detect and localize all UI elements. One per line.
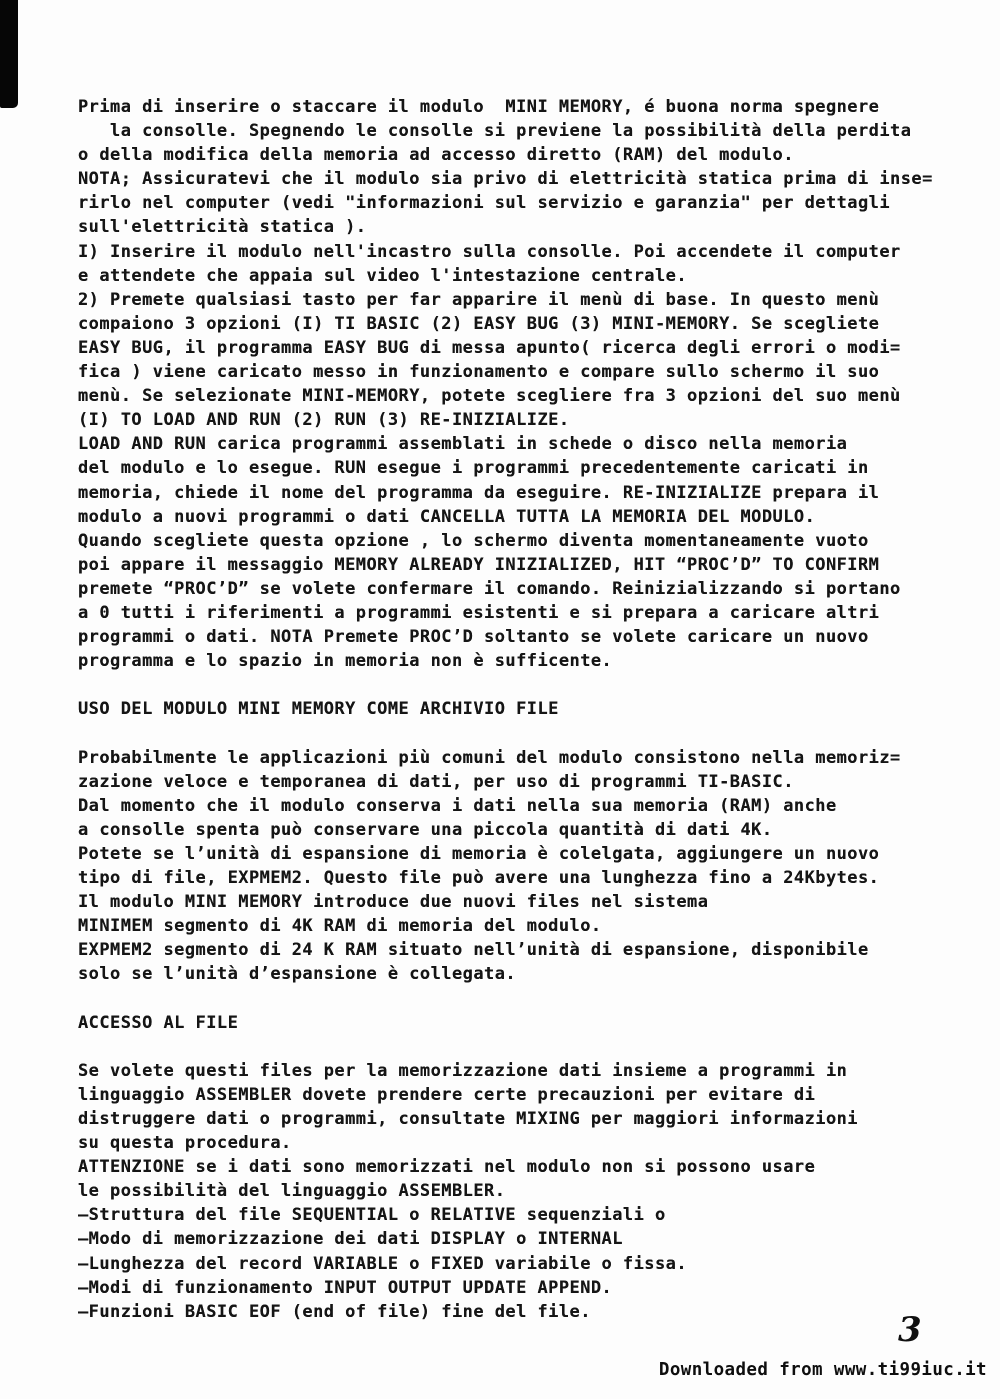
text-line: le possibilità del linguaggio ASSEMBLER. <box>78 1181 506 1202</box>
section-heading <box>78 697 933 721</box>
text-line: tipo di file, EXPMEM2. Questo file può avere una lunghezza fino a 24Kbytes. <box>78 868 880 888</box>
text-line: Quando scegliete questa opzione , lo schermo diventa momentaneamente vuoto <box>78 530 869 551</box>
text-line: rirlo nel computer (vedi "informazioni sul servizio e garanzia" per dettagli <box>78 193 891 214</box>
text-line: LOAD AND RUN carica programmi assemblati in schede o disco nella memoria <box>78 434 848 455</box>
text-line: 2) Premete qualsiasi tasto per far apparire il menù di base. In questo menù <box>78 289 880 310</box>
paragraph <box>78 746 933 987</box>
text-line: memoria, chiede il nome del programma da eseguire. RE-INIZIALIZE prepara il <box>78 482 880 503</box>
page-number: 3 <box>898 1310 922 1350</box>
text-line: linguaggio ASSEMBLER dovete prendere certe precauzioni per evitare di <box>78 1084 816 1105</box>
text-line: EASY BUG, il programma EASY BUG di messa apunto( ricerca degli errori o modi= <box>78 337 901 358</box>
text-line: ACCESSO AL FILE <box>78 1012 239 1033</box>
scan-artifact-mark <box>0 0 18 108</box>
section-heading <box>78 1011 933 1035</box>
paragraph <box>78 1059 933 1324</box>
text-line: e attendete che appaia sul video l'intestazione centrale. <box>78 265 688 286</box>
text-line: a 0 tutti i riferimenti a programmi esistenti e si prepara a caricare altri <box>78 602 880 623</box>
text-line: —Modi di funzionamento INPUT OUTPUT UPDATE APPEND. <box>78 1277 613 1298</box>
text-line: Il modulo MINI MEMORY introduce due nuovi files nel sistema <box>78 892 709 913</box>
text-line: Se volete questi files per la memorizzazione dati insieme a programmi in <box>78 1060 848 1081</box>
text-line: —Modo di memorizzazione dei dati DISPLAY o INTERNAL <box>78 1229 623 1250</box>
text-line: EXPMEM2 segmento di 24 K RAM situato nell’unità di espansione, disponibile <box>78 940 869 961</box>
text-line: USO DEL MODULO MINI MEMORY COME ARCHIVIO FILE <box>78 699 559 720</box>
text-line: Prima di inserire o staccare il modulo MINI MEMORY, é buona norma spegnere <box>78 97 880 117</box>
text-line: ATTENZIONE se i dati sono memorizzati nel modulo non si possono usare <box>78 1157 816 1178</box>
footer-credit: Downloaded from www.ti99iuc.it <box>658 1360 987 1380</box>
text-line: NOTA; Assicuratevi che il modulo sia privo di elettricità statica prima di inse= <box>78 169 933 190</box>
text-line: del modulo e lo esegue. RUN esegue i programmi precedentemente caricati in <box>78 458 869 479</box>
text-line: Probabilmente le applicazioni più comuni del modulo consistono nella memoriz= <box>78 747 901 768</box>
text-line: zazione veloce e temporanea di dati, per uso di programmi TI-BASIC. <box>78 771 794 792</box>
text-line: modulo a nuovi programmi o dati CANCELLA TUTTA LA MEMORIA DEL MODULO. <box>78 506 816 527</box>
text-line: premete “PROC’D” se volete confermare il comando. Reinizializzando si portano <box>78 578 901 599</box>
text-line: Potete se l’unità di espansione di memoria è colelgata, aggiungere un nuovo <box>78 843 880 864</box>
text-line: sull'elettricità statica ). <box>78 217 367 238</box>
paragraph <box>78 95 933 673</box>
text-line: —Struttura del file SEQUENTIAL o RELATIVE sequenziali o <box>78 1205 666 1226</box>
text-line: su questa procedura. <box>78 1133 292 1154</box>
text-line: a consolle spenta può conservare una piccola quantità di dati 4K. <box>78 819 773 840</box>
text-line: —Lunghezza del record VARIABLE o FIXED variabile o fissa. <box>78 1253 688 1274</box>
text-line: —Funzioni BASIC EOF (end of file) fine del file. <box>78 1301 591 1322</box>
text-line: I) Inserire il modulo nell'incastro sulla consolle. Poi accendete il computer <box>78 241 901 262</box>
text-line: solo se l’unità d’espansione è collegata. <box>78 964 517 985</box>
text-line: o della modifica della memoria ad accesso diretto (RAM) del modulo. <box>78 145 794 166</box>
text-line: poi appare il messaggio MEMORY ALREADY INIZIALIZED, HIT “PROC’D” TO CONFIRM <box>78 554 880 575</box>
text-line: (I) TO LOAD AND RUN (2) RUN (3) RE-INIZIALIZE. <box>78 410 570 431</box>
text-line: programma e lo spazio in memoria non è sufficente. <box>78 651 613 672</box>
document-body <box>78 95 933 1324</box>
text-line: compaiono 3 opzioni (I) TI BASIC (2) EASY BUG (3) MINI-MEMORY. Se scegliete <box>78 313 880 334</box>
text-line: programmi o dati. NOTA Premete PROC’D soltanto se volete caricare un nuovo <box>78 627 869 648</box>
text-line: distruggere dati o programmi, consultate MIXING per maggiori informazioni <box>78 1108 858 1129</box>
text-line: MINIMEM segmento di 4K RAM di memoria del modulo. <box>78 916 602 937</box>
text-line: la consolle. Spegnendo le consolle si previene la possibilità della perdita <box>78 121 912 142</box>
text-line: Dal momento che il modulo conserva i dati nella sua memoria (RAM) anche <box>78 795 837 816</box>
text-line: fica ) viene caricato messo in funzionamento e compare sullo schermo il suo <box>78 362 880 383</box>
text-line: menù. Se selezionate MINI-MEMORY, potete scegliere fra 3 opzioni del suo menù <box>78 386 901 407</box>
